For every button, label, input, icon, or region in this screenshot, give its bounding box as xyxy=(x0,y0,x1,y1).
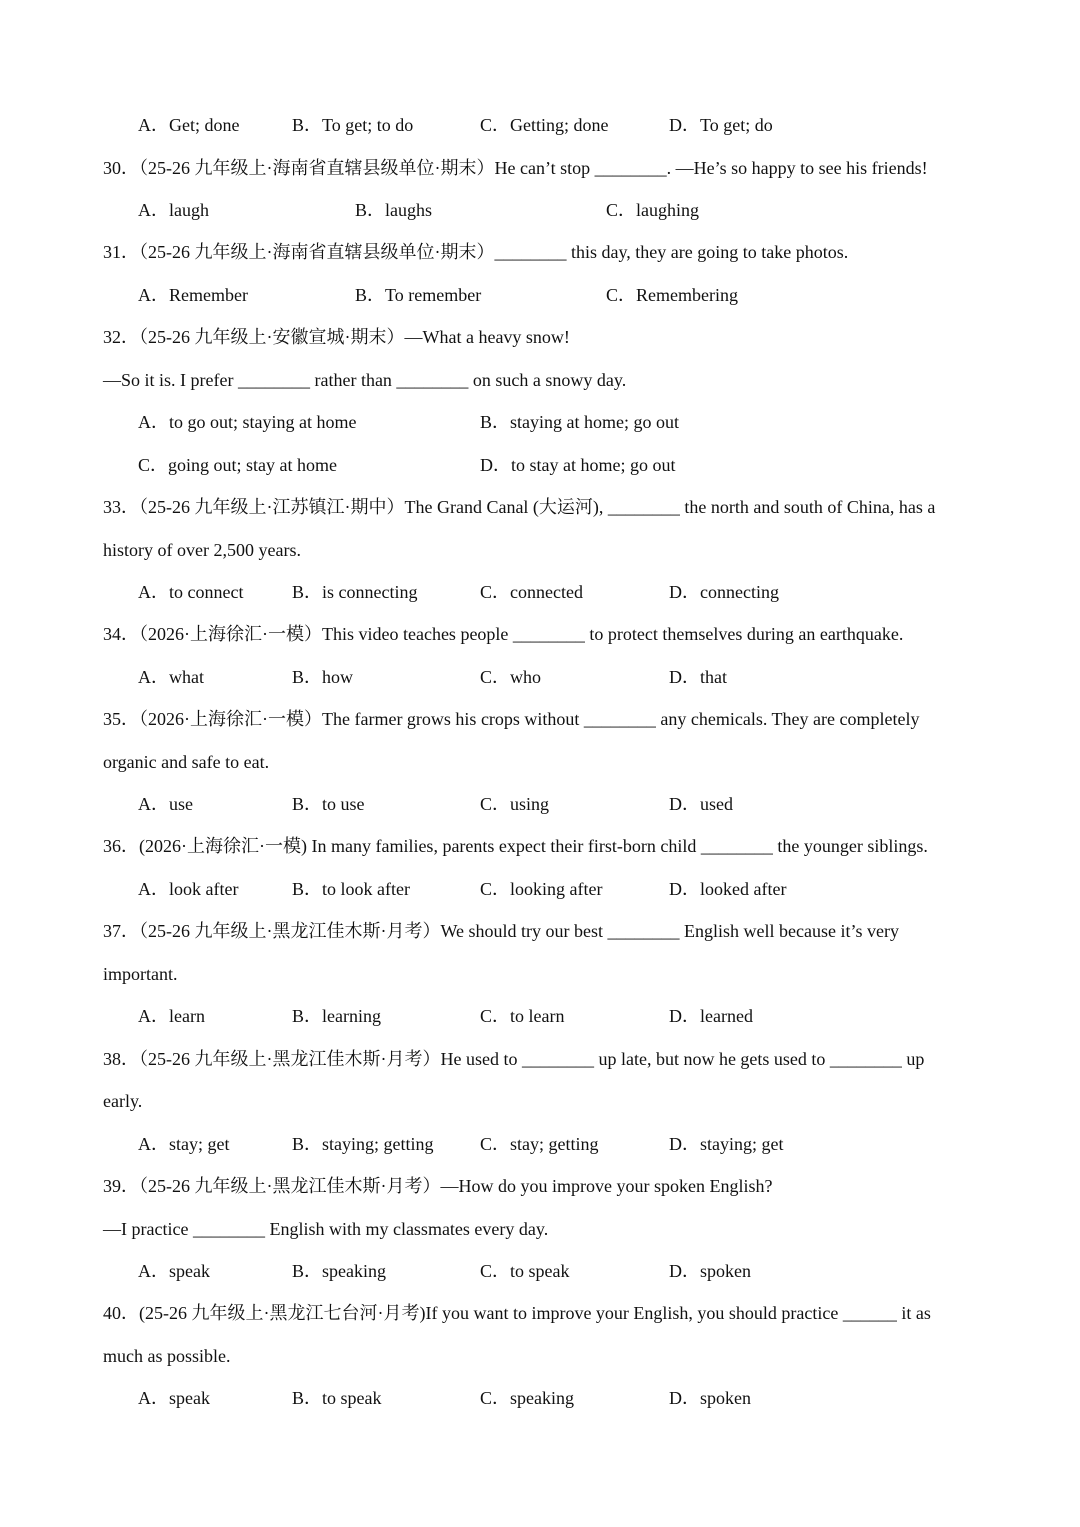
option-d: D．connecting xyxy=(669,582,779,602)
option-b: B．to use xyxy=(292,794,365,814)
option-b: B．staying; getting xyxy=(292,1134,434,1154)
option-b: B．learning xyxy=(292,1006,381,1026)
question-38: 38．（25-26 九年级上·黑龙江佳木斯·月考）He used to ________ up late, but now he gets used to ________ up xyxy=(103,1049,925,1069)
option-c: C．laughing xyxy=(606,200,699,220)
option-c: C．who xyxy=(480,667,542,687)
option-c: C．using xyxy=(480,794,550,814)
question-39: 39．（25-26 九年级上·黑龙江佳木斯·月考）—How do you improve your spoken English? xyxy=(103,1176,773,1196)
question-39-line-2: —I practice ________ English with my classmates every day. xyxy=(103,1219,549,1239)
option-a: A．look after xyxy=(138,879,239,899)
option-c: C．Remembering xyxy=(606,285,738,305)
option-a: A．to connect xyxy=(138,582,244,602)
option-b: B．To remember xyxy=(355,285,482,305)
option-a: A．stay; get xyxy=(138,1134,230,1154)
question-33-line-2: history of over 2,500 years. xyxy=(103,540,301,560)
option-c: C．to speak xyxy=(480,1261,570,1281)
option-b: B．is connecting xyxy=(292,582,418,602)
option-d: D．staying; get xyxy=(669,1134,784,1154)
question-34: 34．（2026·上海徐汇·一模）This video teaches people ________ to protect themselves during an earthquake. xyxy=(103,624,904,644)
question-36: 36．(2026·上海徐汇·一模) In many families, parents expect their first-born child ________ the younger siblings. xyxy=(103,836,928,856)
option-c: C．speaking xyxy=(480,1388,574,1408)
option-b: B．staying at home; go out xyxy=(480,412,679,432)
question-32-line-2: —So it is. I prefer ________ rather than ________ on such a snowy day. xyxy=(103,370,627,390)
option-d: D．spoken xyxy=(669,1261,751,1281)
option-b: B．to look after xyxy=(292,879,410,899)
option-d: D．To get; do xyxy=(669,115,773,135)
question-33: 33．（25-26 九年级上·江苏镇江·期中）The Grand Canal (大运河), ________ the north and south of China, has a xyxy=(103,497,936,517)
question-40: 40．(25-26 九年级上·黑龙江七台河·月考)If you want to improve your English, you should practice ______ it as xyxy=(103,1303,931,1323)
option-c: C．to learn xyxy=(480,1006,565,1026)
option-d: D．used xyxy=(669,794,733,814)
option-b: B．to speak xyxy=(292,1388,382,1408)
option-b: B．how xyxy=(292,667,354,687)
option-a: A．use xyxy=(138,794,193,814)
question-38-line-2: early. xyxy=(103,1091,143,1111)
option-c: C．Getting; done xyxy=(480,115,609,135)
option-d: D．that xyxy=(669,667,727,687)
question-37-line-2: important. xyxy=(103,964,178,984)
option-c: C．looking after xyxy=(480,879,603,899)
question-30: 30．（25-26 九年级上·海南省直辖县级单位·期末）He can’t stop ________. —He’s so happy to see his friends! xyxy=(103,158,928,178)
option-b: B．To get; to do xyxy=(292,115,414,135)
question-32: 32．（25-26 九年级上·安徽宣城·期末）—What a heavy snow! xyxy=(103,327,570,347)
question-40-line-2: much as possible. xyxy=(103,1346,231,1366)
option-a: A．to go out; staying at home xyxy=(138,412,357,432)
option-a: A．speak xyxy=(138,1261,210,1281)
option-a: A．what xyxy=(138,667,204,687)
option-a: A．Remember xyxy=(138,285,248,305)
question-37: 37．（25-26 九年级上·黑龙江佳木斯·月考）We should try our best ________ English well because it’s very xyxy=(103,921,899,941)
option-c: C．connected xyxy=(480,582,583,602)
option-d: D．looked after xyxy=(669,879,787,899)
option-a: A．laugh xyxy=(138,200,209,220)
option-a: A．learn xyxy=(138,1006,205,1026)
option-c: C．stay; getting xyxy=(480,1134,599,1154)
question-35: 35．（2026·上海徐汇·一模）The farmer grows his crops without ________ any chemicals. They are completely xyxy=(103,709,920,729)
question-31: 31．（25-26 九年级上·海南省直辖县级单位·期末）________ this day, they are going to take photos. xyxy=(103,242,849,262)
option-d: D．learned xyxy=(669,1006,753,1026)
option-c: C．going out; stay at home xyxy=(138,455,337,475)
option-a: A．Get; done xyxy=(138,115,240,135)
option-d: D．to stay at home; go out xyxy=(480,455,676,475)
option-d: D．spoken xyxy=(669,1388,751,1408)
question-35-line-2: organic and safe to eat. xyxy=(103,752,270,772)
option-a: A．speak xyxy=(138,1388,210,1408)
option-b: B．speaking xyxy=(292,1261,386,1281)
option-b: B．laughs xyxy=(355,200,433,220)
